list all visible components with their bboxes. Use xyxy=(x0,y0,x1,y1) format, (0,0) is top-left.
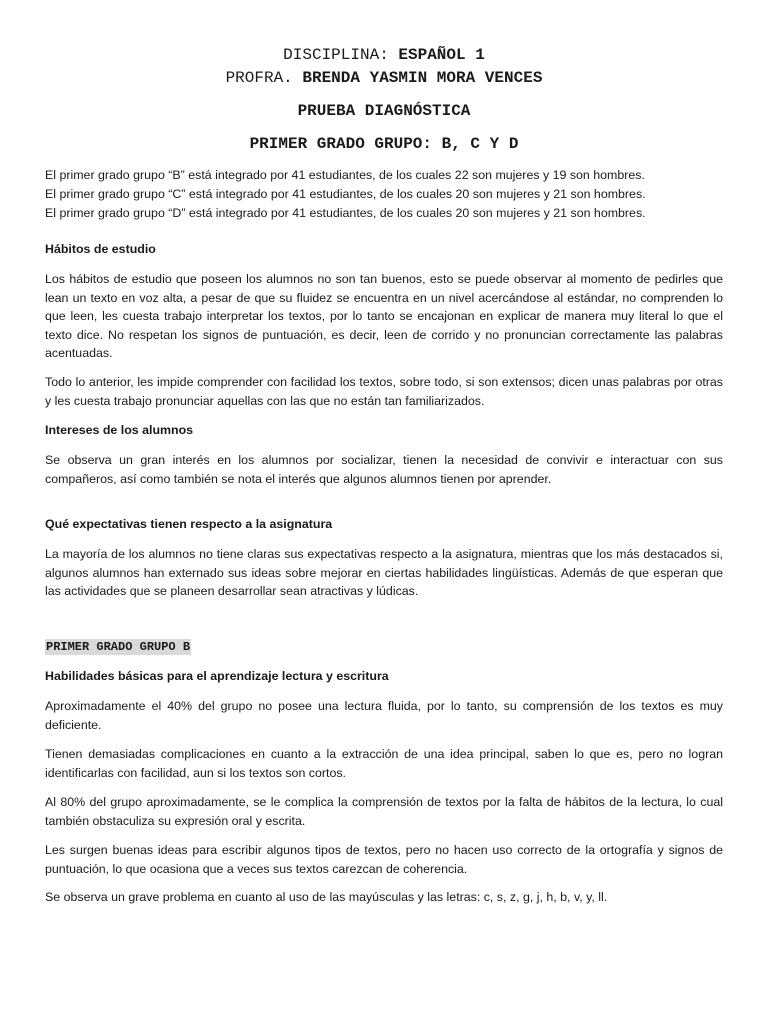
interests-heading: Intereses de los alumnos xyxy=(45,423,194,437)
expectations-paragraph: La mayoría de los alumnos no tiene claras sus expectativas respecto a la asignatura, mientras que los más destacados si, algunos alumnos han externado sus ideas sobre mejorar en ciertas habilidades lingüísticas. Además de que esperan que las actividades que se planeen desarrollar sean atractivas y lúdicas. xyxy=(45,547,723,598)
group-b-tag: PRIMER GRADO GRUPO B xyxy=(46,640,191,654)
discipline-line xyxy=(0,45,768,65)
teacher-label: PROFRA. xyxy=(225,69,303,87)
group-b-paragraph-1: Aproximadamente el 40% del grupo no posee una lectura fluida, por lo tanto, su comprensión de los textos es muy deficiente. xyxy=(45,699,723,732)
habits-heading: Hábitos de estudio xyxy=(45,242,156,256)
interests-paragraph: Se observa un gran interés en los alumnos por socializar, tienen la necesidad de convivir e interactuar con sus compañeros, así como también se nota el interés que algunos alumnos tienen por aprender. xyxy=(45,453,723,486)
teacher-line xyxy=(0,68,768,88)
discipline-label: DISCIPLINA: xyxy=(283,46,399,64)
group-b-paragraph-2: Tienen demasiadas complicaciones en cuanto a la extracción de una idea principal, saben lo que es, pero no logran identificarlas con facilidad, aun si los textos son cortos. xyxy=(45,747,723,780)
habits-paragraph-1: Los hábitos de estudio que poseen los alumnos no son tan buenos, esto se puede observar al momento de pedirles que lean un texto en voz alta, a pesar de que su fluidez se encuentra en un nivel acercándose al estándar, no comprenden lo que leen, les cuesta trabajo interpretar los textos, por lo tanto se encajonan en explicar de manera muy literal lo que el texto dice. No respetan los signos de puntuación, es decir, leen de corrido y no pronuncian correctamente las palabras acentuadas. xyxy=(45,272,723,360)
group-b-heading: Habilidades básicas para el aprendizaje lectura y escritura xyxy=(45,669,389,683)
discipline-value: ESPAÑOL 1 xyxy=(398,46,485,64)
group-b-paragraph-5: Se observa un grave problema en cuanto al uso de las mayúsculas y las letras: c, s, z, g, j, h, b, v, y, ll. xyxy=(45,890,608,904)
teacher-value: BRENDA YASMIN MORA VENCES xyxy=(302,69,543,87)
expectations-heading: Qué expectativas tienen respecto a la asignatura xyxy=(45,517,333,531)
habits-paragraph-2: Todo lo anterior, les impide comprender con facilidad los textos, sobre todo, si son extensos; dicen unas palabras por otras y les cuesta trabajo pronunciar aquellas con las que no están tan familiarizados. xyxy=(45,375,723,408)
document-subtitle: PRIMER GRADO GRUPO: B, C Y D xyxy=(249,135,519,153)
intro-line-c: El primer grado grupo “C” está integrado por 41 estudiantes, de los cuales 20 son mujeres y 21 son hombres. xyxy=(45,187,646,201)
intro-line-b: El primer grado grupo “B” está integrado por 41 estudiantes, de los cuales 22 son mujeres y 19 son hombres. xyxy=(45,168,645,182)
document-title: PRUEBA DIAGNÓSTICA xyxy=(297,102,471,120)
group-b-paragraph-3: Al 80% del grupo aproximadamente, se le complica la comprensión de textos por la falta de hábitos de la lectura, lo cual también obstaculiza su expresión oral y escrita. xyxy=(45,795,723,828)
intro-line-d: El primer grado grupo “D” está integrado por 41 estudiantes, de los cuales 20 son mujeres y 21 son hombres. xyxy=(45,206,646,220)
group-b-paragraph-4: Les surgen buenas ideas para escribir algunos tipos de textos, pero no hacen uso correcto de la ortografía y signos de puntuación, lo que ocasiona que a veces sus textos carezcan de coherencia. xyxy=(45,843,723,876)
